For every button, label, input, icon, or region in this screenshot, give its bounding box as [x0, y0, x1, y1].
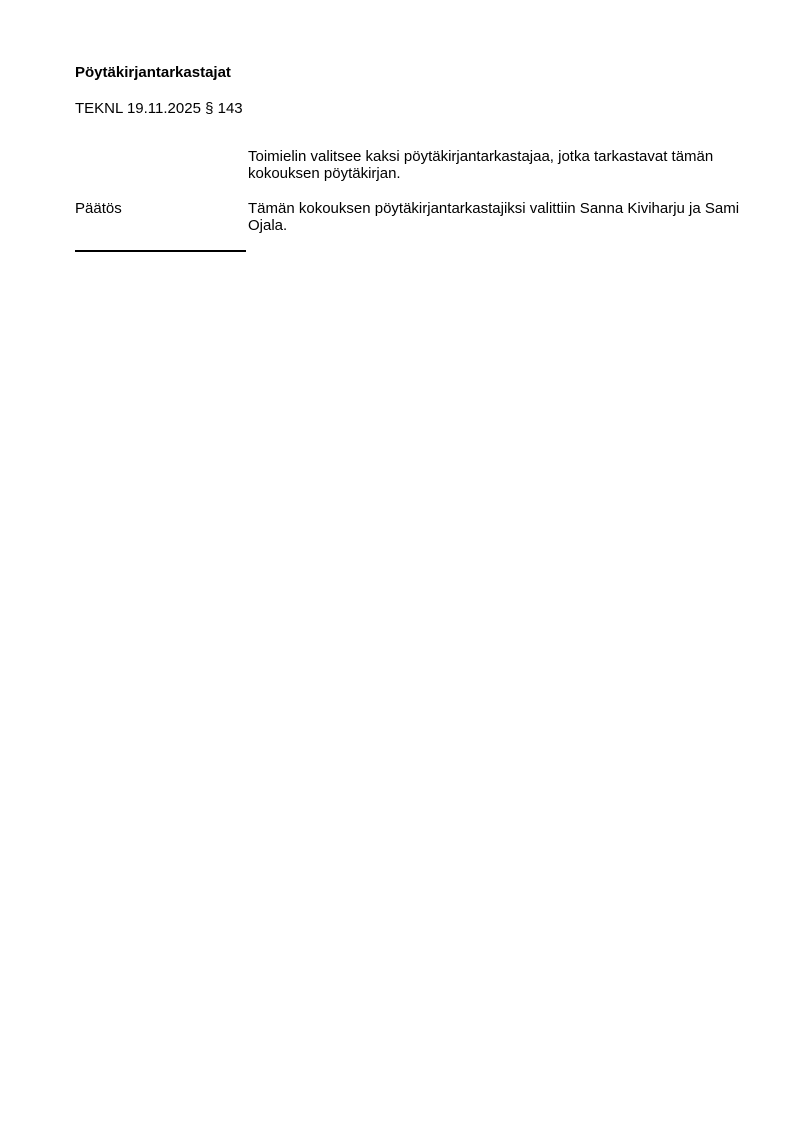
meeting-reference: TEKNL 19.11.2025 § 143 [75, 100, 243, 117]
section-title: Pöytäkirjantarkastajat [75, 64, 231, 81]
separator-line [75, 250, 246, 252]
decision-paragraph: Tämän kokouksen pöytäkirjantarkastajiksi valittiin Sanna Kiviharju ja Sami Ojala. [248, 200, 740, 234]
proposal-paragraph: Toimielin valitsee kaksi pöytäkirjantarkastajaa, jotka tarkastavat tämän kokouksen pöytäkirjan. [248, 148, 714, 182]
decision-label: Päätös [75, 200, 122, 217]
